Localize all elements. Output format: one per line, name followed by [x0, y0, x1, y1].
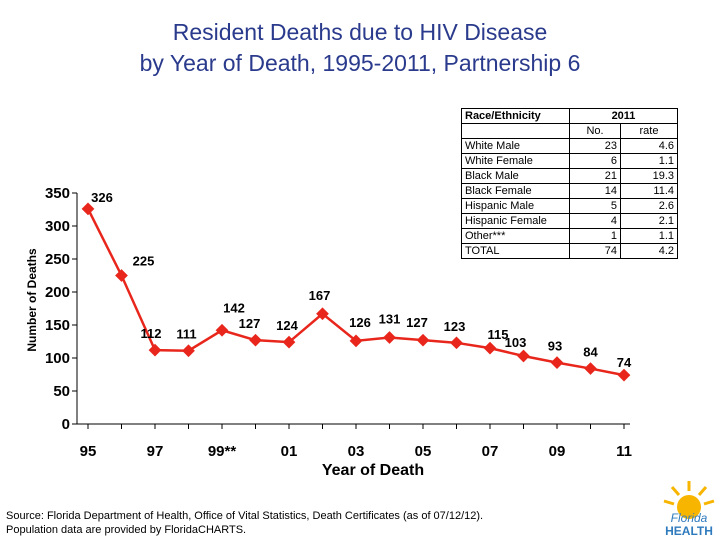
source-note: [6, 509, 483, 537]
y-tick-label: 150: [44, 317, 70, 334]
y-tick-label: 250: [44, 251, 70, 268]
y-tick-label: 200: [44, 284, 70, 301]
table-row: [462, 139, 678, 154]
table-cell-label: White Female: [462, 154, 570, 169]
table-cell-label: Black Male: [462, 169, 570, 184]
data-label: 127: [238, 316, 261, 332]
data-point-marker: [484, 342, 497, 355]
data-point-marker: [149, 344, 162, 357]
table-header-row: [462, 109, 678, 124]
data-point-marker: [383, 331, 396, 344]
data-label: 112: [140, 326, 162, 342]
data-point-marker: [450, 336, 463, 349]
table-row: [462, 169, 678, 184]
table-header-rate: rate: [621, 124, 678, 139]
table-header-race: Race/Ethnicity: [462, 109, 570, 124]
table-cell-no: 4: [570, 214, 621, 229]
source-line1: Source: Florida Department of Health, Office of Vital Statistics, Death Certificates (as of 07/12/12).: [6, 510, 484, 522]
table-header-no: No.: [570, 124, 621, 139]
table-cell-no: 1: [570, 229, 621, 244]
y-axis-label: Number of Deaths: [25, 248, 39, 352]
x-tick-label: 07: [481, 443, 499, 460]
data-point-marker: [618, 369, 631, 382]
table-cell-label: Hispanic Male: [462, 199, 570, 214]
x-tick-label: 99**: [207, 443, 237, 460]
table-row: [462, 199, 678, 214]
x-tick-label: 09: [548, 443, 566, 460]
data-label: 124: [276, 318, 298, 334]
data-label: 142: [223, 300, 245, 316]
x-tick-label: 11: [616, 443, 632, 460]
data-label: 103: [504, 335, 527, 351]
table-cell-rate: 1.1: [621, 229, 678, 244]
table-cell-no: 6: [570, 154, 621, 169]
data-label: 115: [487, 327, 509, 343]
table-cell-rate: 2.6: [621, 199, 678, 214]
data-label: 126: [349, 314, 371, 330]
table-cell-label: Hispanic Female: [462, 214, 570, 229]
source-line2: Population data are provided by FloridaCHARTS.: [6, 524, 247, 536]
table-cell-rate: 4.2: [621, 244, 678, 259]
table-cell-label: White Male: [462, 139, 570, 154]
table-cell-no: 5: [570, 199, 621, 214]
x-tick-label: 05: [414, 443, 432, 460]
florida-health-logo: [660, 477, 718, 537]
data-label: 93: [547, 338, 563, 354]
table-cell-rate: 19.3: [621, 169, 678, 184]
y-tick-label: 100: [44, 350, 70, 367]
data-label: 127: [406, 315, 428, 331]
table-cell-label: Other***: [462, 229, 570, 244]
table-cell-no: 21: [570, 169, 621, 184]
chart-title-line1: Resident Deaths due to HIV Disease: [172, 19, 548, 45]
x-tick-label: 95: [79, 443, 97, 460]
table-cell-rate: 1.1: [621, 154, 678, 169]
data-point-marker: [551, 356, 564, 369]
race-ethnicity-table: [461, 108, 678, 259]
data-point-marker: [182, 344, 195, 357]
table-subheader-row: [462, 124, 678, 139]
table-cell-rate: 4.6: [621, 139, 678, 154]
table-cell-rate: 2.1: [621, 214, 678, 229]
data-label: 131: [378, 311, 401, 327]
table-row: [462, 244, 678, 259]
data-point-marker: [417, 334, 430, 347]
table-cell-label: Black Female: [462, 184, 570, 199]
x-tick-label: 97: [146, 443, 164, 460]
table-row: [462, 214, 678, 229]
data-label: 111: [176, 326, 197, 342]
y-tick-label: 300: [44, 218, 70, 235]
y-tick-label: 350: [44, 185, 70, 202]
table-row: [462, 229, 678, 244]
logo-text-florida: Florida: [670, 511, 708, 525]
chart-title-line2: by Year of Death, 1995-2011, Partnership 6: [139, 50, 581, 76]
data-label: 123: [443, 318, 466, 334]
data-point-marker: [216, 324, 229, 337]
table-header-year: 2011: [570, 109, 678, 124]
table-row: [462, 154, 678, 169]
table-cell-no: 74: [570, 244, 621, 259]
data-label: 167: [308, 287, 331, 303]
data-point-marker: [584, 362, 597, 375]
data-label: 74: [616, 355, 632, 371]
x-axis-label: Year of Death: [321, 462, 425, 479]
y-tick-label: 0: [61, 416, 70, 433]
data-label: 225: [132, 253, 155, 269]
logo-text-health: HEALTH: [665, 524, 713, 537]
data-point-marker: [115, 269, 128, 282]
table-cell-label: TOTAL: [462, 244, 570, 259]
table-cell-no: 23: [570, 139, 621, 154]
table-row: [462, 184, 678, 199]
data-point-marker: [517, 350, 530, 363]
y-tick-label: 50: [53, 383, 70, 400]
table-cell-no: 14: [570, 184, 621, 199]
table-subheader-empty: [462, 124, 570, 139]
data-label: 326: [91, 189, 113, 205]
table-cell-rate: 11.4: [621, 184, 678, 199]
data-label: 84: [583, 344, 598, 360]
x-tick-label: 01: [280, 443, 298, 460]
data-point-marker: [249, 334, 262, 347]
x-tick-label: 03: [347, 443, 365, 460]
